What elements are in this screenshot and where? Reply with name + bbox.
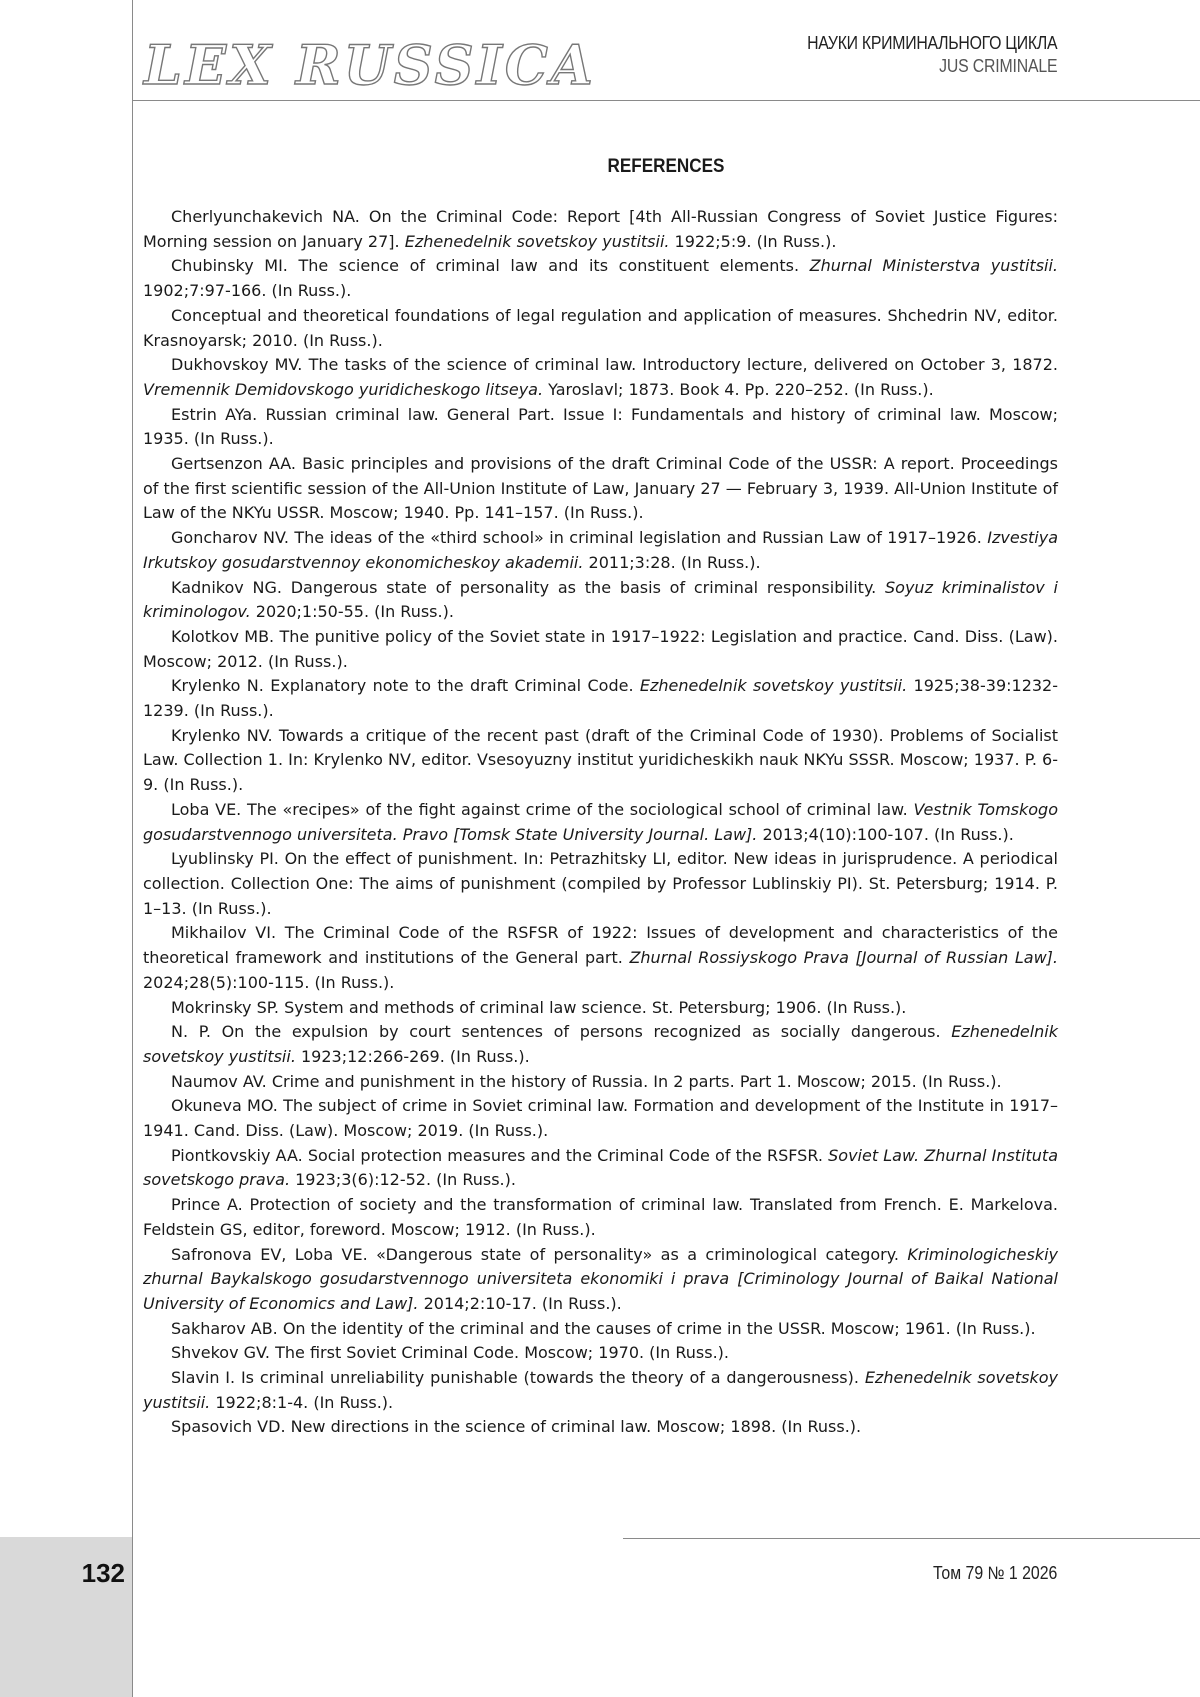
reference-entry: [143, 1144, 1058, 1193]
reference-text: Okuneva MO. The subject of crime in Soviet criminal law. Formation and development of the Institute in 1917–1941. Cand. Diss. (Law). Moscow; 2019. (In Russ.).: [143, 1096, 1058, 1141]
reference-text: Conceptual and theoretical foundations of legal regulation and application of measures. Shchedrin NV, editor. Krasnoyarsk; 2010. (In Russ.).: [143, 305, 1058, 350]
reference-source: Ezhenedelnik sovetskoy yustitsii.: [639, 676, 908, 696]
reference-entry: [143, 1193, 1058, 1242]
section-title-ru: НАУКИ КРИМИНАЛЬНОГО ЦИКЛА: [806, 33, 1057, 53]
reference-entry: [143, 1317, 1058, 1342]
reference-details: 1923;3(6):12-52. (In Russ.).: [290, 1170, 516, 1190]
reference-entry: [143, 1366, 1058, 1415]
footer-divider: [623, 1538, 1200, 1539]
reference-source: Vremennik Demidovskogo yuridicheskogo litseya.: [143, 379, 544, 399]
reference-entry: [143, 1341, 1058, 1366]
reference-text: Mokrinsky SP. System and methods of criminal law science. St. Petersburg; 1906. (In Russ.).: [171, 997, 907, 1017]
reference-entry: [143, 403, 1058, 452]
reference-entry: [143, 526, 1058, 575]
reference-text: Kadnikov NG. Dangerous state of personality as the basis of criminal responsibility.: [171, 577, 886, 597]
reference-entry: [143, 1070, 1058, 1095]
references-heading: REFERENCES: [607, 156, 725, 177]
reference-entry: [143, 1020, 1058, 1069]
reference-entry: [143, 847, 1058, 921]
reference-text: Spasovich VD. New directions in the science of criminal law. Moscow; 1898. (In Russ.).: [171, 1417, 862, 1437]
reference-entry: [143, 1243, 1058, 1317]
volume-issue: Том 79 № 1 2026: [932, 1563, 1057, 1583]
reference-source: Soyuz kriminalistov i kriminologov.: [143, 577, 1059, 622]
reference-text: Mikhailov VI. The Criminal Code of the RSFSR of 1922: Issues of development and characteristics of the theoretical framework and institutions of the General part.: [143, 923, 1058, 968]
reference-text: Krylenko N. Explanatory note to the draft Criminal Code.: [171, 676, 640, 696]
reference-details: 1925;38-39:1232-1239. (In Russ.).: [143, 676, 1059, 721]
section-title-lat: JUS CRIMINALE: [938, 56, 1057, 76]
reference-entry: [143, 996, 1058, 1021]
reference-source: Zhurnal Ministerstva yustitsii.: [809, 256, 1059, 276]
reference-details: 1922;8:1-4. (In Russ.).: [210, 1392, 394, 1412]
reference-source: Izvestiya Irkutskoy gosudarstvennoy ekonomicheskoy akademii.: [143, 528, 1058, 572]
reference-source: Vestnik Tomskogo gosudarstvennogo universiteta. Pravo [Tomsk State University Journal. Law].: [143, 799, 1058, 844]
reference-text: Goncharov NV. The ideas of the «third school» in criminal legislation and Russian Law of 1917–1926.: [171, 528, 988, 548]
reference-text: Cherlyunchakevich NA. On the Criminal Code: Report [4th All-Russian Congress of Soviet Justice Figures: Morning session on January 27].: [143, 207, 1058, 251]
reference-text: Kolotkov MB. The punitive policy of the Soviet state in 1917–1922: Legislation and practice. Cand. Diss. (Law). Moscow; 2012. (In Russ.).: [143, 626, 1058, 671]
reference-entry: [143, 798, 1058, 847]
reference-text: Naumov AV. Crime and punishment in the history of Russia. In 2 parts. Part 1. Moscow; 2015. (In Russ.).: [171, 1071, 1002, 1091]
reference-details: 2014;2:10-17. (In Russ.).: [418, 1293, 622, 1313]
reference-text: Estrin AYa. Russian criminal law. General Part. Issue I: Fundamentals and history of criminal law. Moscow; 1935. (In Russ.).: [143, 404, 1058, 449]
references-list: [143, 205, 1058, 1440]
reference-source: Soviet Law. Zhurnal Instituta sovetskogo prava.: [143, 1145, 1059, 1190]
reference-source: Zhurnal Rossiyskogo Prava [Journal of Russian Law].: [629, 948, 1058, 968]
reference-text: Lyublinsky PI. On the effect of punishment. In: Petrazhitsky LI, editor. New ideas in jurisprudence. A periodical collection. Collection One: The aims of punishment (compiled by Professor Lublinskiy PI). St. Petersburg; 1914. P. 1–13. (In Russ.).: [143, 849, 1058, 918]
reference-text: Safronova EV, Loba VE. «Dangerous state of personality» as a criminological category.: [171, 1244, 908, 1264]
reference-text: Prince A. Protection of society and the transformation of criminal law. Translated from French. E. Markelova. Feldstein GS, editor, foreword. Moscow; 1912. (In Russ.).: [143, 1195, 1058, 1239]
reference-entry: [143, 452, 1058, 526]
reference-details: Yaroslavl; 1873. Book 4. Pp. 220–252. (In Russ.).: [543, 379, 934, 399]
reference-entry: [143, 353, 1058, 402]
reference-entry: [143, 921, 1058, 995]
reference-entry: [143, 1094, 1058, 1143]
reference-text: Gertsenzon AA. Basic principles and provisions of the draft Criminal Code of the USSR: A report. Proceedings of the first scientific session of the All-Union Institute of Law, January 27 — February 3, 1939. All-Union Institute of Law of the NKYu USSR. Moscow; 1940. Pp. 141–157. (In Russ.).: [143, 454, 1058, 523]
reference-source: Kriminologicheskiy zhurnal Baykalskogo gosudarstvennogo universiteta ekonomiki i prava [Criminology Journal of Baikal National University of Economics and Law].: [143, 1244, 1058, 1313]
reference-entry: [143, 674, 1058, 723]
reference-entry: [143, 625, 1058, 674]
reference-text: Krylenko NV. Towards a critique of the recent past (draft of the Criminal Code of 1930). Problems of Socialist Law. Collection 1. In: Krylenko NV, editor. Vsesoyuzny institut yuridicheskikh nauk NKYu SSSR. Moscow; 1937. P. 6-9. (In Russ.).: [143, 725, 1058, 795]
reference-text: Piontkovskiy AA. Social protection measures and the Criminal Code of the RSFSR.: [171, 1145, 829, 1165]
reference-entry: [143, 1415, 1058, 1440]
journal-logo: LEX RUSSICA: [144, 33, 596, 97]
reference-entry: [143, 724, 1058, 798]
reference-details: 2024;28(5):100-115. (In Russ.).: [143, 972, 395, 992]
reference-entry: [143, 304, 1058, 353]
reference-text: Dukhovskoy MV. The tasks of the science of criminal law. Introductory lecture, delivered on October 3, 1872.: [171, 355, 1058, 375]
reference-source: Ezhenedelnik sovetskoy yustitsii.: [143, 1022, 1058, 1066]
page-number: 132: [81, 1558, 125, 1588]
reference-entry: [143, 205, 1058, 254]
reference-text: Slavin I. Is criminal unreliability punishable (towards the theory of a dangerousness).: [171, 1368, 865, 1388]
header-divider: [132, 100, 1200, 101]
reference-source: Ezhenedelnik sovetskoy yustitsii.: [404, 231, 670, 251]
reference-text: Chubinsky MI. The science of criminal law and its constituent elements.: [171, 256, 810, 276]
reference-entry: [143, 254, 1058, 303]
reference-details: 1902;7:97-166. (In Russ.).: [143, 281, 352, 301]
reference-details: 2020;1:50-55. (In Russ.).: [250, 602, 454, 622]
reference-text: Sakharov AB. On the identity of the criminal and the causes of crime in the USSR. Moscow; 1961. (In Russ.).: [171, 1318, 1036, 1338]
reference-details: 2011;3:28. (In Russ.).: [583, 552, 761, 572]
reference-source: Ezhenedelnik sovetskoy yustitsii.: [143, 1368, 1059, 1412]
reference-details: 1923;12:266-269. (In Russ.).: [295, 1046, 530, 1066]
reference-details: 1922;5:9. (In Russ.).: [669, 231, 837, 251]
reference-entry: [143, 576, 1058, 625]
reference-text: Loba VE. The «recipes» of the fight against crime of the sociological school of criminal law.: [171, 799, 914, 819]
reference-text: Shvekov GV. The first Soviet Criminal Code. Moscow; 1970. (In Russ.).: [171, 1343, 729, 1363]
reference-text: N. P. On the expulsion by court sentences of persons recognized as socially dangerous.: [171, 1022, 952, 1042]
left-margin-column: [0, 0, 133, 1697]
reference-details: 2013;4(10):100-107. (In Russ.).: [757, 824, 1014, 844]
